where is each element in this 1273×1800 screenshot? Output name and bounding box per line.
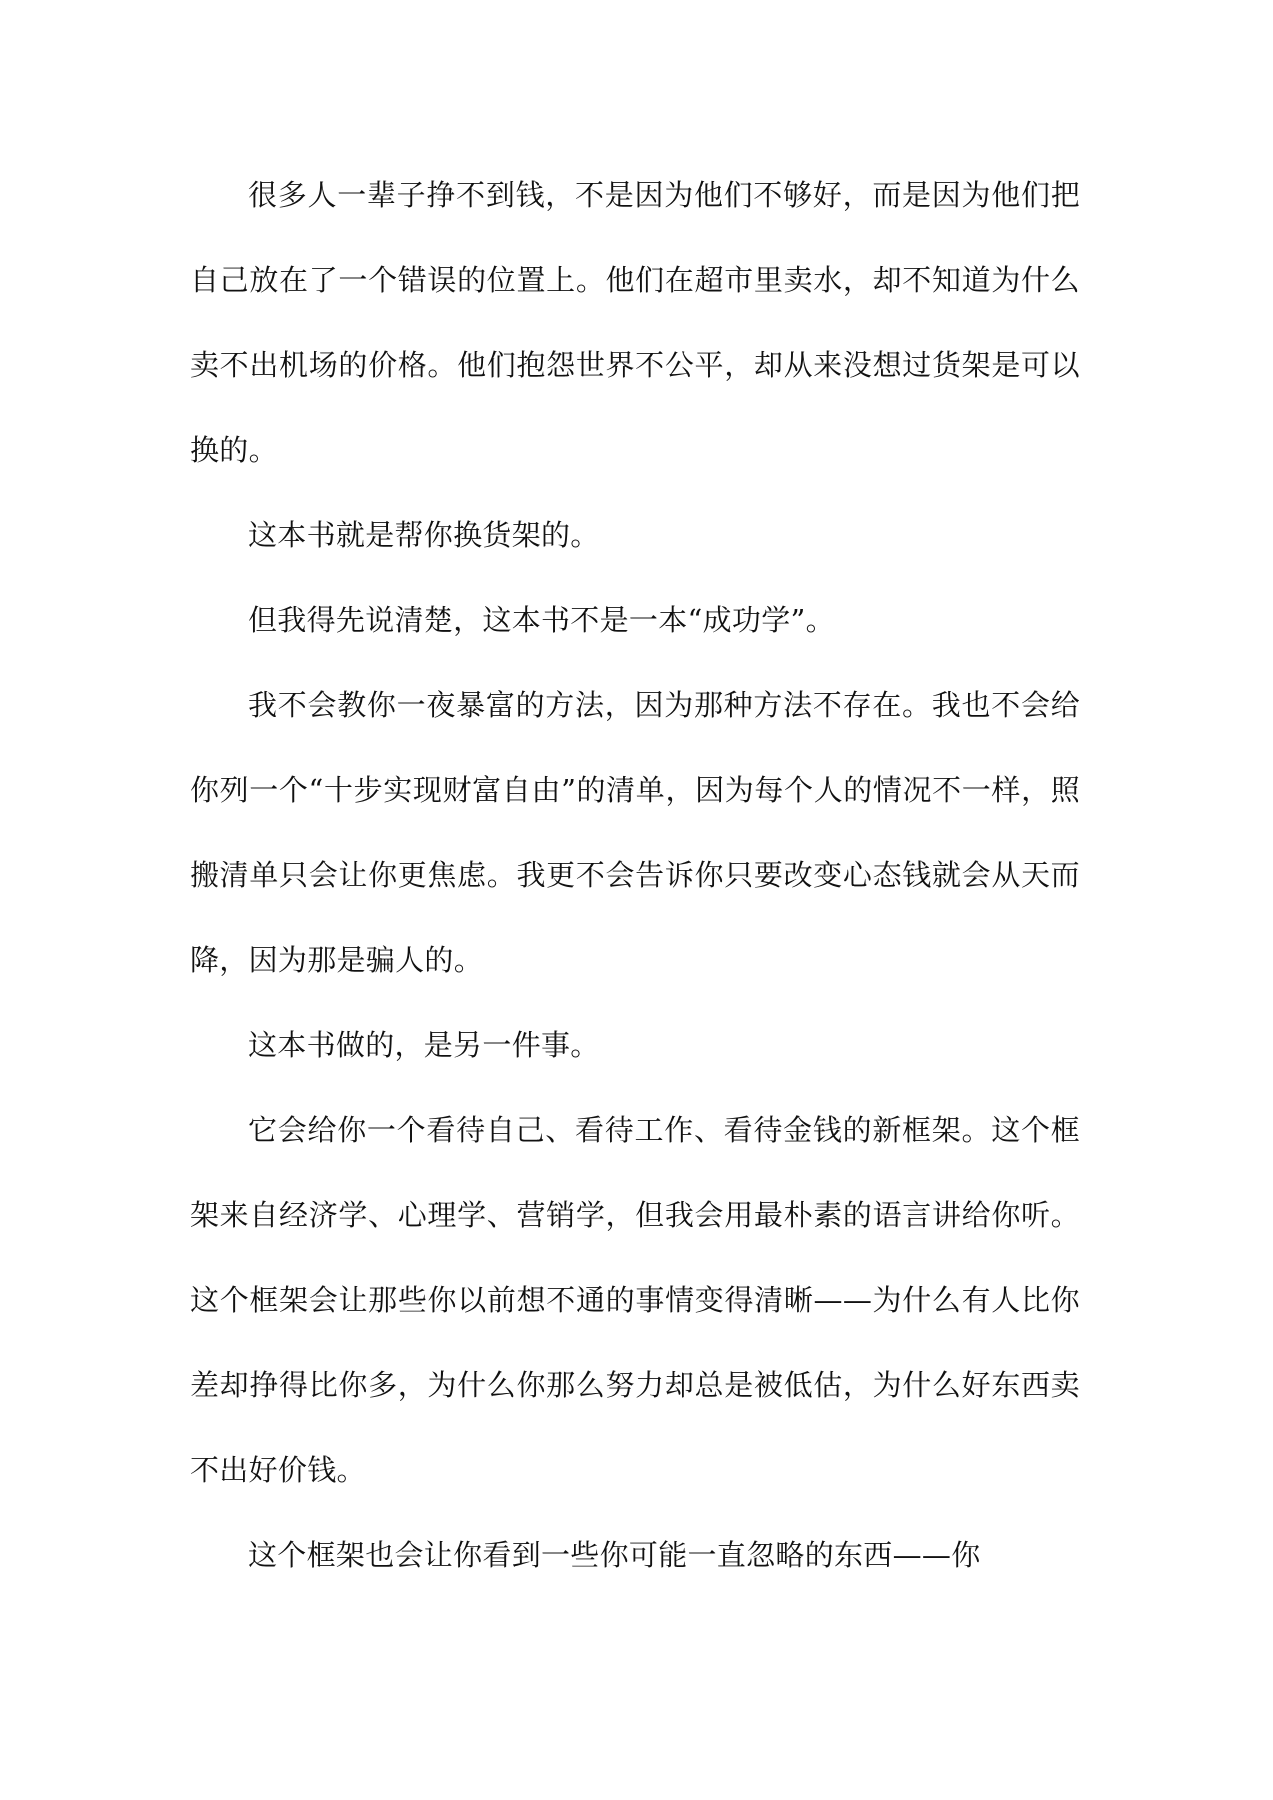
body-text xyxy=(190,153,1080,1598)
paragraph-4: 我不会教你一夜暴富的方法，因为那种方法不存在。我也不会给你列一个“十步实现财富自由”的清单，因为每个人的情况不一样，照搬清单只会让你更焦虑。我更不会告诉你只要改变心态钱就会从天而降，因为那是骗人的。 xyxy=(190,688,1080,977)
paragraph-5: 这本书做的，是另一件事。 xyxy=(248,1028,600,1062)
paragraph-3: 但我得先说清楚，这本书不是一本“成功学”。 xyxy=(248,603,835,637)
paragraph-1: 很多人一辈子挣不到钱，不是因为他们不够好，而是因为他们把自己放在了一个错误的位置上。他们在超市里卖水，却不知道为什么卖不出机场的价格。他们抱怨世界不公平，却从来没想过货架是可以换的。 xyxy=(190,178,1080,467)
paragraph-2: 这本书就是帮你换货架的。 xyxy=(248,518,600,552)
paragraph-7: 这个框架也会让你看到一些你可能一直忽略的东西——你 xyxy=(248,1538,981,1572)
paragraph-6: 它会给你一个看待自己、看待工作、看待金钱的新框架。这个框架来自经济学、心理学、营销学，但我会用最朴素的语言讲给你听。这个框架会让那些你以前想不通的事情变得清晰——为什么有人比你差却挣得比你多，为什么你那么努力却总是被低估，为什么好东西卖不出好价钱。 xyxy=(190,1113,1080,1487)
